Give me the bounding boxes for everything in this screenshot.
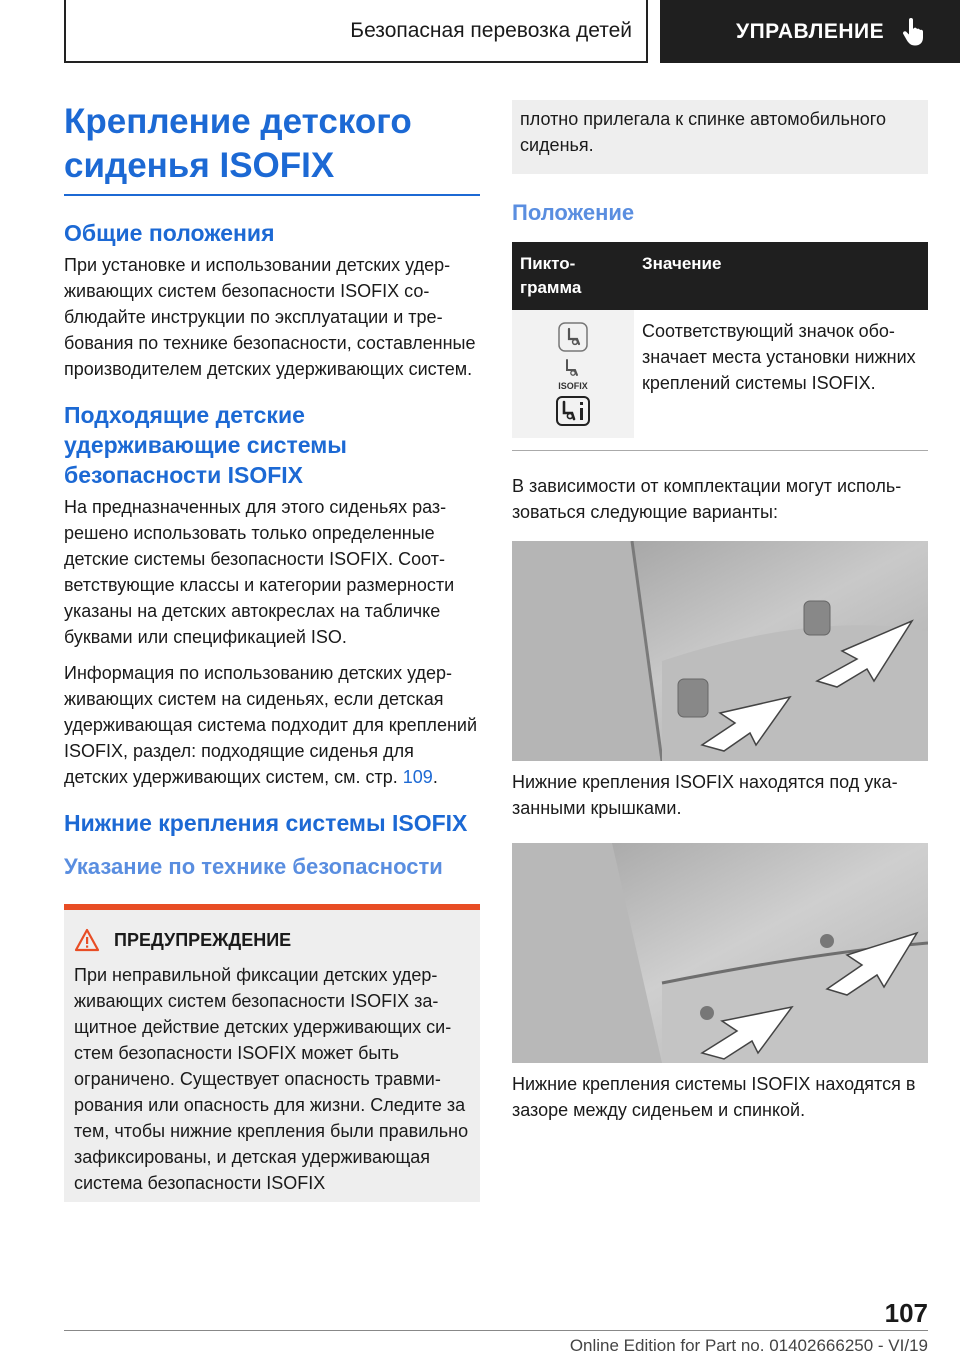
table-header-pictogram: Пиктограмма xyxy=(512,242,634,310)
header-chapter-label: УПРАВЛЕНИЕ xyxy=(736,19,885,43)
heading-safety-note: Указание по технике безопасности xyxy=(64,854,443,879)
meaning-cell: Соответствующий значок обозначает места установки нижних креплений системы ISOFIX. xyxy=(642,321,916,393)
warning-text: При неправильной фиксации детских удерживающих систем безопасности ISOFIX защитное действие детских удерживающих систем безопасности ISOFIX может быть ограничено. Существует опасность травмирования или опасность для жизни. Следите за тем, чтобы нижние крепления были правильно зафиксированы, и детская удерживающая система безопасности ISOFIX xyxy=(74,965,469,1193)
isofix-covers-photo xyxy=(512,541,928,761)
right-column xyxy=(512,100,928,1123)
page-number: 107 xyxy=(884,1298,928,1328)
isofix-seat-info-icon xyxy=(556,396,590,426)
isofix-seat-icon xyxy=(558,322,588,352)
heading-position: Положение xyxy=(512,200,635,225)
header-chapter-tab[interactable] xyxy=(660,0,960,63)
svg-text:ISOFIX: ISOFIX xyxy=(558,381,588,391)
footer-divider xyxy=(64,1330,928,1331)
paragraph-variants: В зависимости от комплектации могут использоваться следующие варианты: xyxy=(512,476,902,522)
table-header-row xyxy=(512,242,928,310)
paragraph-suitable-2-end: . xyxy=(432,767,438,787)
header-section-title: Безопасная перевозка детей xyxy=(350,18,632,42)
caption-photo-1: Нижние крепления ISOFIX находятся под указанными крышками. xyxy=(512,772,898,818)
paragraph-suitable-2 xyxy=(64,660,480,790)
warning-triangle-icon xyxy=(74,928,100,952)
paragraph-suitable-2-text: Информация по использованию детских удерживающих систем на сиденьях, если детская удерживающая система подходит для креплений ISOFIX, раздел: подходящие сиденья для детских удерживающих систем, см. стр. xyxy=(64,663,477,787)
table-header-meaning: Значение xyxy=(634,242,928,310)
hand-pointer-icon xyxy=(902,18,924,46)
left-column xyxy=(64,100,480,1202)
table-divider xyxy=(512,450,928,451)
footer-edition: Online Edition for Part no. 01402666250 - VI/19 xyxy=(569,1336,928,1355)
warning-box xyxy=(64,904,480,1202)
continued-warning-box: плотно прилегала к спинке автомобильного сиденья. xyxy=(512,100,928,174)
page-link-109[interactable]: 109 xyxy=(402,767,433,787)
paragraph-suitable-1: На предназначенных для этого сиденьях разрешено использовать только определенные детские системы безопасности ISOFIX. Соответствующие классы и категории размерности указаны на детских автокреслах на табличке буквами или спецификацией ISO. xyxy=(64,497,455,647)
table-row xyxy=(512,310,928,438)
heading-suitable-systems: Подходящие детские удерживающие системы безопасности ISOFIX xyxy=(64,402,347,488)
isofix-label-icon xyxy=(553,356,593,392)
paragraph-general: При установке и использовании детских удерживающих систем безопасности ISOFIX соблюдайте инструкции по эксплуатации и требования по технике безопасности, составленные производителем детских удерживающих систем. xyxy=(64,255,476,379)
pictogram-table xyxy=(512,242,928,438)
title-divider xyxy=(64,194,480,196)
header-section-box xyxy=(64,0,648,63)
warning-title: ПРЕДУПРЕЖДЕНИЕ xyxy=(114,929,292,950)
page-title: Крепление детского сиденья ISOFIX xyxy=(64,102,412,185)
warning-header xyxy=(74,928,470,952)
heading-general: Общие положения xyxy=(64,220,275,246)
heading-lower-anchors: Нижние крепления системы ISOFIX xyxy=(64,810,468,836)
isofix-gap-photo xyxy=(512,843,928,1063)
pictogram-cell xyxy=(512,310,634,438)
caption-photo-2: Нижние крепления системы ISOFIX находятся в зазоре между сиденьем и спинкой. xyxy=(512,1074,916,1120)
